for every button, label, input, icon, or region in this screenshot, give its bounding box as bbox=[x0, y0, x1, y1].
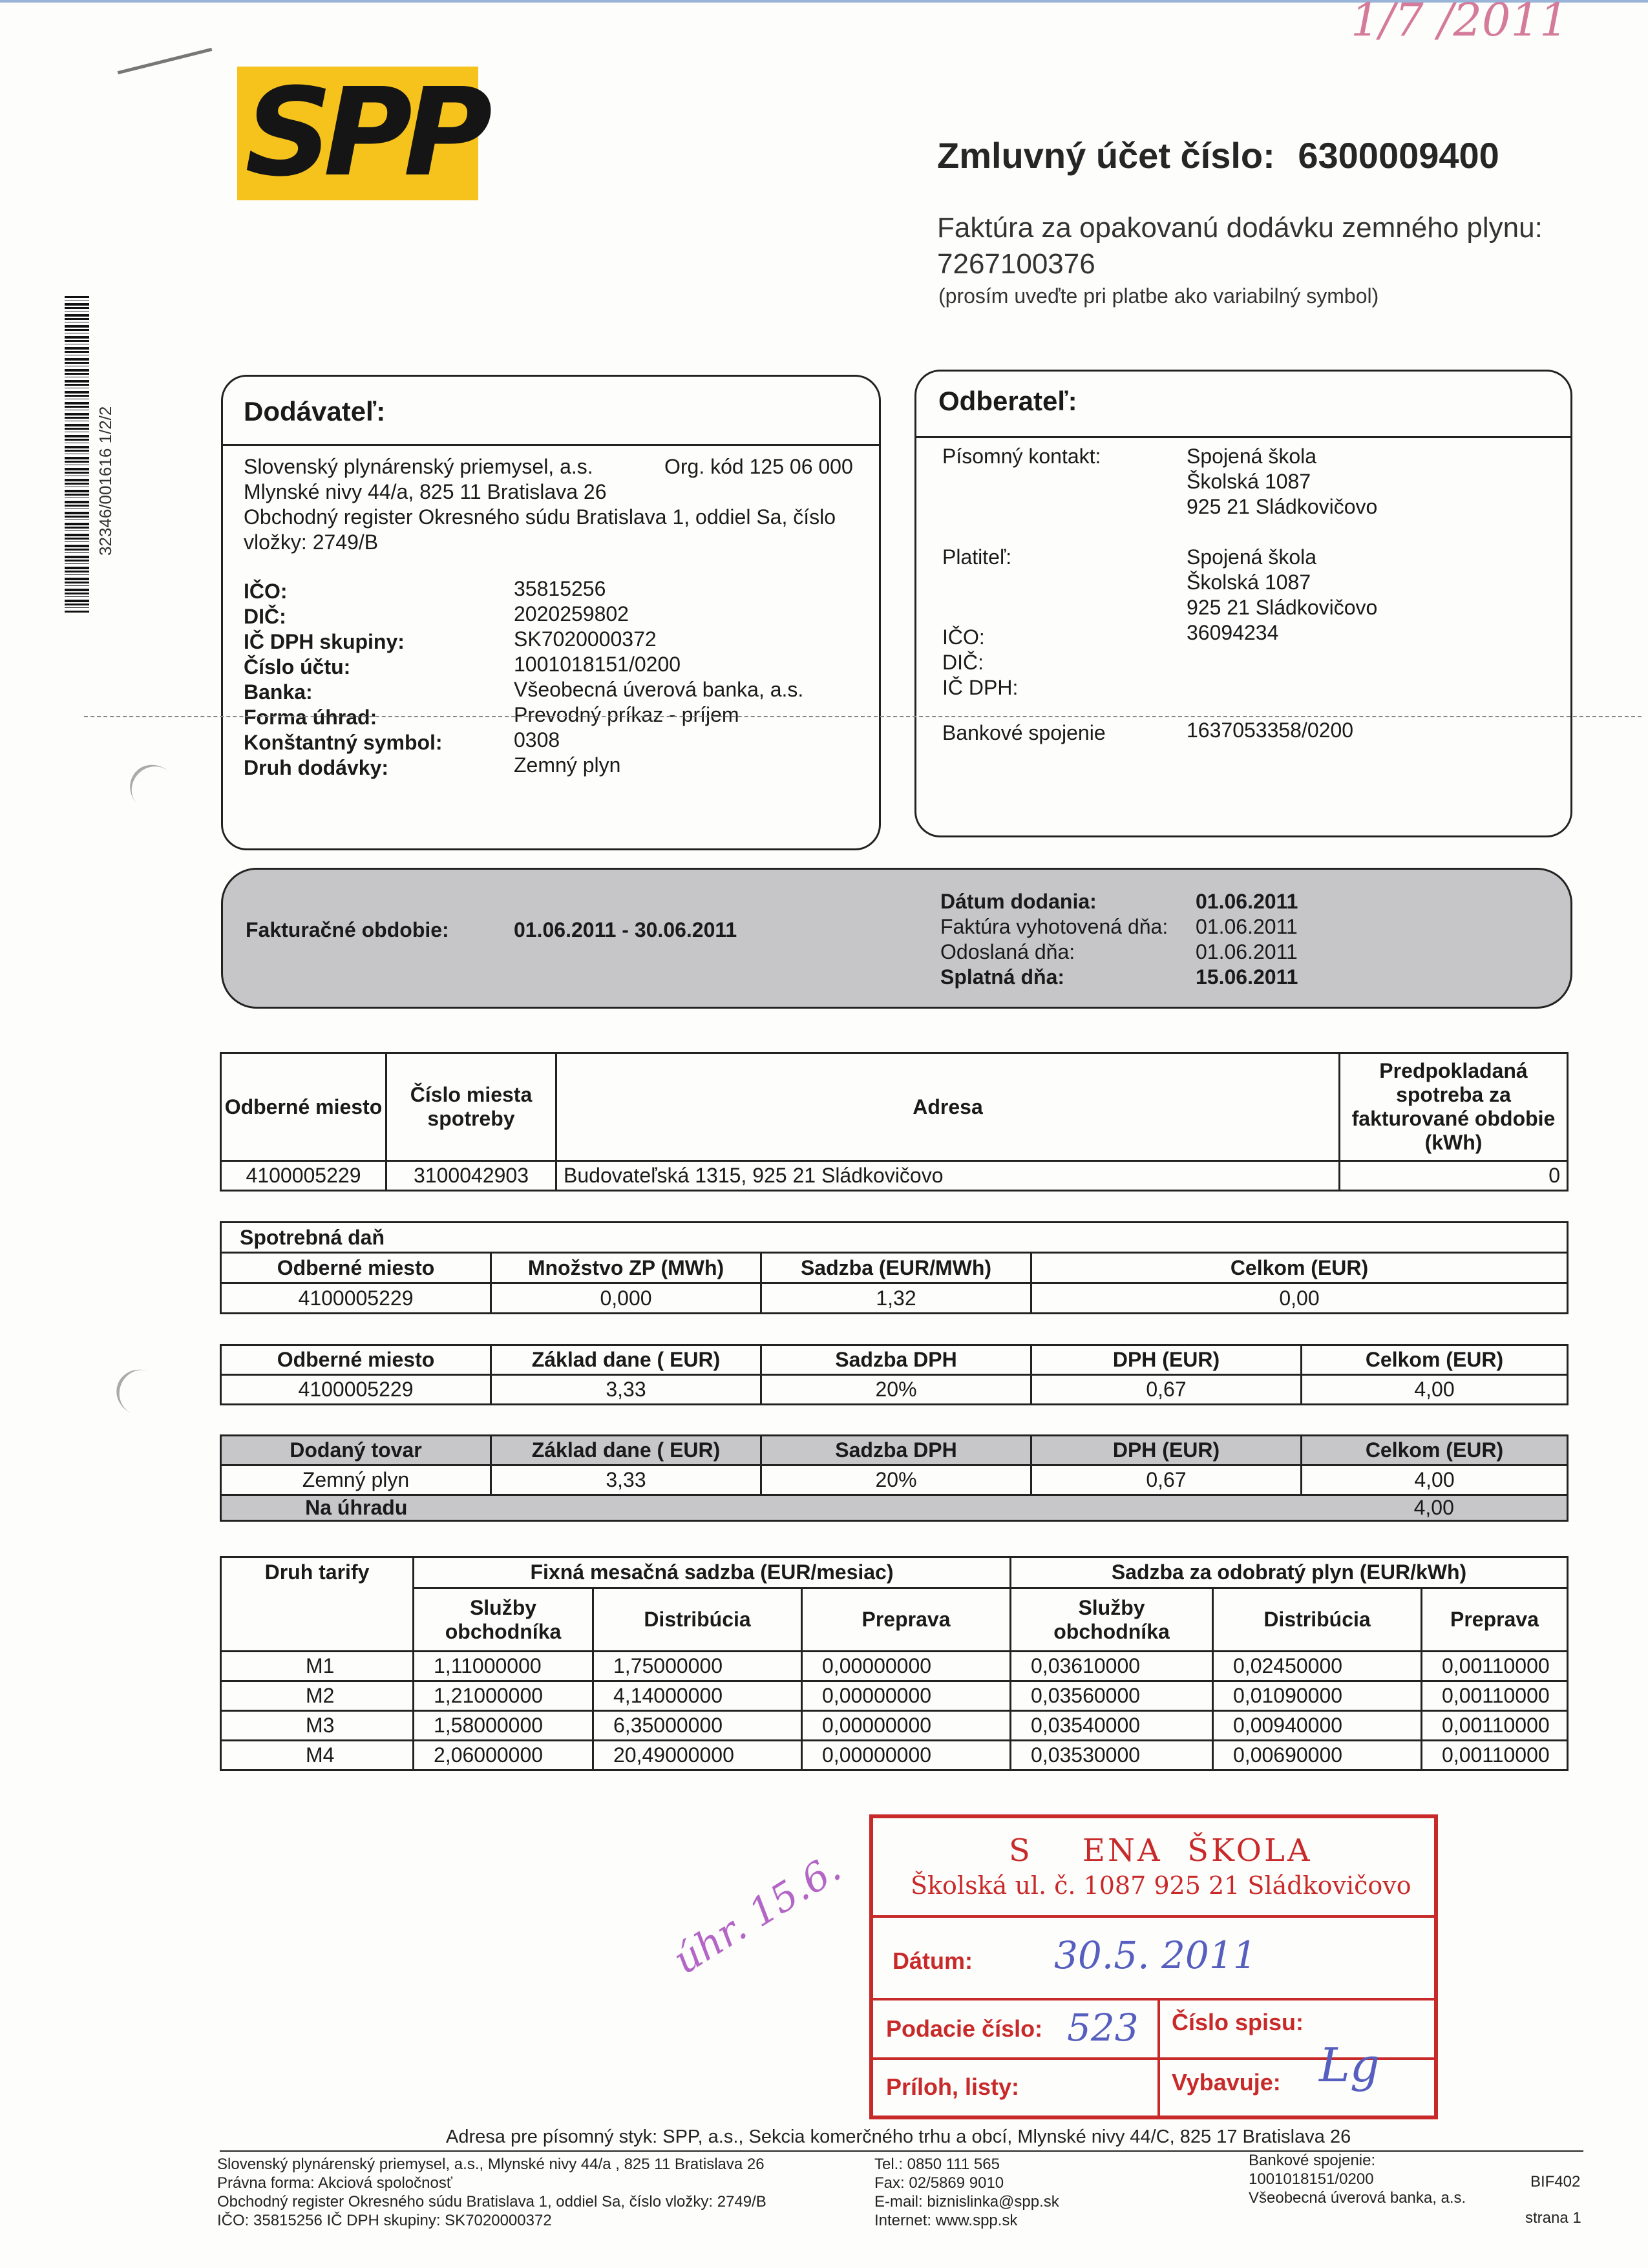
period-date-value: 01.06.2011 bbox=[1196, 940, 1298, 963]
tariff-cell: 0,03540000 bbox=[1011, 1711, 1213, 1741]
staple-mark bbox=[118, 48, 213, 74]
vat-cell-4: 4,00 bbox=[1302, 1375, 1568, 1405]
side-barcode bbox=[65, 296, 89, 613]
goods-cell-1: 3,33 bbox=[491, 1465, 761, 1495]
tariff-cell: M1 bbox=[221, 1652, 414, 1681]
footer-line: Právna forma: Akciová spoločnosť bbox=[217, 2174, 452, 2192]
vat-table bbox=[220, 1344, 1569, 1405]
excise-cell-3: 0,00 bbox=[1031, 1283, 1568, 1314]
supplier-field-label: Druh dodávky: bbox=[244, 756, 389, 779]
excise-header-0: Odberné miesto bbox=[221, 1253, 491, 1283]
customer-box bbox=[914, 370, 1572, 837]
vat-cell-2: 20% bbox=[761, 1375, 1031, 1405]
tariff-cell: 0,03560000 bbox=[1011, 1681, 1213, 1711]
tariff-cell: M4 bbox=[221, 1741, 414, 1770]
contact-line-3: 925 21 Sládkovičovo bbox=[1187, 495, 1378, 518]
footer-line: Obchodný register Okresného súdu Bratislava 1, oddiel Sa, číslo vložky: 2749/B bbox=[217, 2193, 766, 2210]
excise-cell-0: 4100005229 bbox=[221, 1283, 491, 1314]
punch-hole-bottom bbox=[110, 1363, 171, 1422]
tariff-cell: 0,00000000 bbox=[802, 1652, 1011, 1681]
table-row bbox=[221, 1161, 1568, 1191]
tariff-col-header: Druh tarify bbox=[221, 1557, 414, 1652]
tariff-cell: 0,00940000 bbox=[1213, 1711, 1422, 1741]
payer-label: Platiteľ: bbox=[942, 545, 1012, 569]
customer-ico-label: IČO: bbox=[942, 625, 985, 649]
goods-total-row bbox=[221, 1495, 1568, 1521]
goods-header-1: Základ dane ( EUR) bbox=[491, 1436, 761, 1465]
goods-header-row bbox=[221, 1436, 1568, 1465]
payer-line-2: Školská 1087 bbox=[1187, 571, 1311, 594]
supplier-field-value: 2020259802 bbox=[514, 602, 629, 625]
excise-table bbox=[220, 1221, 1569, 1314]
header-adresa: Adresa bbox=[556, 1053, 1340, 1161]
stamp-divider-vertical bbox=[1157, 1998, 1160, 2116]
tariff-cell: 2,06000000 bbox=[414, 1741, 593, 1770]
tariff-sub-2: Preprava bbox=[802, 1588, 1011, 1652]
supplier-field-label: IČ DPH skupiny: bbox=[244, 630, 405, 653]
tariff-group-row bbox=[221, 1557, 1568, 1588]
tariff-cell: 0,00000000 bbox=[802, 1681, 1011, 1711]
billing-period-box bbox=[221, 868, 1572, 1009]
goods-total-label: Na úhradu bbox=[221, 1495, 491, 1521]
tariff-cell: 4,14000000 bbox=[593, 1681, 802, 1711]
stamp-handler-signature: Lg bbox=[1319, 2038, 1380, 2092]
goods-table bbox=[220, 1434, 1569, 1522]
tariff-sub-0: Služby obchodníka bbox=[414, 1588, 593, 1652]
payer-line-3: 925 21 Sládkovičovo bbox=[1187, 596, 1378, 619]
tariff-cell: 1,58000000 bbox=[414, 1711, 593, 1741]
supplier-field-value: Všeobecná úverová banka, a.s. bbox=[514, 678, 804, 701]
period-date-value: 01.06.2011 bbox=[1196, 915, 1298, 938]
vat-cell-1: 3,33 bbox=[491, 1375, 761, 1405]
excise-cell-1: 0,000 bbox=[491, 1283, 761, 1314]
tariff-cell: 0,00110000 bbox=[1422, 1652, 1568, 1681]
handwritten-payment-note: úhr. 15.6. bbox=[666, 1845, 849, 1984]
footer-line: Slovenský plynárenský priemysel, a.s., Mlynské nivy 44/a , 825 11 Bratislava 26 bbox=[217, 2156, 765, 2173]
tariff-group-fixed: Fixná mesačná sadzba (EUR/mesiac) bbox=[414, 1557, 1011, 1588]
goods-cell-2: 20% bbox=[761, 1465, 1031, 1495]
contract-title bbox=[937, 134, 1499, 176]
vat-cell-0: 4100005229 bbox=[221, 1375, 491, 1405]
vat-header-3: DPH (EUR) bbox=[1031, 1345, 1302, 1375]
supplier-box-header bbox=[223, 377, 879, 446]
stamp-address: Školská ul. č. 1087 925 21 Sládkovičovo bbox=[911, 1871, 1411, 1900]
supplier-org-code: Org. kód 125 06 000 bbox=[664, 455, 853, 478]
contract-label: Zmluvný účet číslo: bbox=[937, 135, 1275, 176]
excise-header-row bbox=[221, 1253, 1568, 1283]
stamp-date-value: 30.5. 2011 bbox=[1054, 1933, 1257, 1977]
footer-address-line: Adresa pre písomný styk: SPP, a.s., Sekcia komerčného trhu a obcí, Mlynské nivy 44/C, 825 17 Bratislava 26 bbox=[446, 2126, 1351, 2147]
period-date-label: Faktúra vyhotovená dňa: bbox=[940, 915, 1168, 938]
table-row bbox=[221, 1465, 1568, 1495]
punch-hole-top bbox=[120, 755, 187, 822]
footer-line: IČO: 35815256 IČ DPH skupiny: SK7020000372 bbox=[217, 2212, 552, 2229]
customer-dic-label: DIČ: bbox=[942, 651, 984, 674]
excise-title: Spotrebná daň bbox=[221, 1223, 1568, 1253]
cell-adresa: Budovateľská 1315, 925 21 Sládkovičovo bbox=[556, 1161, 1340, 1191]
tariff-sub-1: Distribúcia bbox=[593, 1588, 802, 1652]
vat-header-row bbox=[221, 1345, 1568, 1375]
supplier-field-value: 1001018151/0200 bbox=[514, 653, 681, 676]
tariff-cell: 0,00000000 bbox=[802, 1741, 1011, 1770]
goods-total-spacer bbox=[491, 1495, 1302, 1521]
tariff-cell: 1,75000000 bbox=[593, 1652, 802, 1681]
tariff-cell: 0,03610000 bbox=[1011, 1652, 1213, 1681]
consumption-header-row bbox=[221, 1053, 1568, 1161]
tariff-group-rate: Sadzba za odobratý plyn (EUR/kWh) bbox=[1011, 1557, 1568, 1588]
supplier-name: Slovenský plynárenský priemysel, a.s. bbox=[244, 455, 593, 478]
registry-stamp bbox=[869, 1814, 1438, 2119]
excise-title-row bbox=[221, 1223, 1568, 1253]
footer-line: Fax: 02/5869 9010 bbox=[874, 2174, 1004, 2192]
header-cislo-miesta: Číslo miesta spotreby bbox=[386, 1053, 556, 1161]
tariff-cell: M2 bbox=[221, 1681, 414, 1711]
contract-number: 6300009400 bbox=[1298, 135, 1499, 176]
spp-logo bbox=[237, 62, 483, 204]
contact-line-1: Spojená škola bbox=[1187, 445, 1317, 468]
vat-cell-3: 0,67 bbox=[1031, 1375, 1302, 1405]
period-date-value: 01.06.2011 bbox=[1196, 890, 1298, 913]
stamp-date-label: Dátum: bbox=[893, 1948, 973, 1974]
stamp-handler-label: Vybavuje: bbox=[1172, 2069, 1281, 2095]
tariff-sub-5: Preprava bbox=[1422, 1588, 1568, 1652]
supplier-field-label: DIČ: bbox=[244, 605, 286, 628]
excise-cell-2: 1,32 bbox=[761, 1283, 1031, 1314]
contact-line-2: Školská 1087 bbox=[1187, 470, 1311, 493]
stamp-divider-1 bbox=[873, 1915, 1434, 1918]
period-date-value: 15.06.2011 bbox=[1196, 965, 1298, 989]
supplier-heading: Dodávateľ: bbox=[244, 396, 386, 426]
supplier-address: Mlynské nivy 44/a, 825 11 Bratislava 26 bbox=[244, 480, 607, 503]
footer-line: Bankové spojenie: bbox=[1249, 2152, 1376, 2169]
goods-header-3: DPH (EUR) bbox=[1031, 1436, 1302, 1465]
goods-cell-3: 0,67 bbox=[1031, 1465, 1302, 1495]
footer-company-info bbox=[217, 2155, 766, 2230]
stamp-filing-value: 523 bbox=[1067, 2006, 1139, 2050]
contact-label: Písomný kontakt: bbox=[942, 445, 1101, 468]
supplier-field-label: Forma úhrad: bbox=[244, 706, 377, 729]
tariff-sub-4: Distribúcia bbox=[1213, 1588, 1422, 1652]
stamp-attach-label: Príloh, listy: bbox=[886, 2074, 1020, 2100]
stamp-title: S ENA ŠKOLA bbox=[1009, 1832, 1313, 1869]
supplier-field-value: Zemný plyn bbox=[514, 753, 621, 777]
tariff-body bbox=[221, 1652, 1568, 1770]
tariff-cell: 0,02450000 bbox=[1213, 1652, 1422, 1681]
cell-spotreba: 0 bbox=[1340, 1161, 1568, 1191]
period-label: Fakturačné obdobie: bbox=[246, 918, 449, 941]
payment-note: (prosím uveďte pri platbe ako variabilný symbol) bbox=[938, 284, 1379, 308]
tariff-cell: 0,00690000 bbox=[1213, 1741, 1422, 1770]
customer-icdph-label: IČ DPH: bbox=[942, 676, 1019, 699]
goods-header-4: Celkom (EUR) bbox=[1302, 1436, 1568, 1465]
vat-header-0: Odberné miesto bbox=[221, 1345, 491, 1375]
supplier-field-label: Číslo účtu: bbox=[244, 655, 351, 678]
period-date-label: Dátum dodania: bbox=[940, 890, 1097, 913]
table-row bbox=[221, 1741, 1568, 1770]
payer-line-1: Spojená škola bbox=[1187, 545, 1317, 569]
side-barcode-text: 32346/001616 1/2/2 bbox=[96, 406, 115, 556]
vat-header-2: Sadzba DPH bbox=[761, 1345, 1031, 1375]
period-date-label: Odoslaná dňa: bbox=[940, 940, 1075, 963]
supplier-register-2: vložky: 2749/B bbox=[244, 530, 379, 554]
customer-heading: Odberateľ: bbox=[938, 386, 1077, 416]
customer-box-header bbox=[916, 372, 1570, 438]
tariff-subheader-row bbox=[221, 1588, 1568, 1652]
supplier-field-value: 0308 bbox=[514, 728, 560, 751]
tariff-cell: 0,00110000 bbox=[1422, 1711, 1568, 1741]
tariff-cell: 1,21000000 bbox=[414, 1681, 593, 1711]
supplier-box bbox=[221, 375, 881, 850]
consumption-table bbox=[220, 1052, 1569, 1192]
supplier-field-label: IČO: bbox=[244, 580, 288, 603]
bank-label: Bankové spojenie bbox=[942, 721, 1106, 744]
invoice-title bbox=[937, 210, 1622, 282]
footer-bank-info bbox=[1249, 2151, 1466, 2207]
header-odberne-miesto: Odberné miesto bbox=[221, 1053, 386, 1161]
tariff-cell: M3 bbox=[221, 1711, 414, 1741]
tariff-sub-3: Služby obchodníka bbox=[1011, 1588, 1213, 1652]
goods-cell-4: 4,00 bbox=[1302, 1465, 1568, 1495]
cell-cislo-miesta: 3100042903 bbox=[386, 1161, 556, 1191]
table-row bbox=[221, 1283, 1568, 1314]
cell-odberne-miesto: 4100005229 bbox=[221, 1161, 386, 1191]
customer-ico-value: 36094234 bbox=[1187, 621, 1279, 644]
supplier-field-label: Konštantný symbol: bbox=[244, 731, 443, 754]
supplier-field-label: Banka: bbox=[244, 680, 313, 704]
supplier-register-1: Obchodný register Okresného súdu Bratislava 1, oddiel Sa, číslo bbox=[244, 505, 836, 529]
excise-header-1: Množstvo ZP (MWh) bbox=[491, 1253, 761, 1283]
goods-header-2: Sadzba DPH bbox=[761, 1436, 1031, 1465]
tariff-cell: 20,49000000 bbox=[593, 1741, 802, 1770]
goods-cell-0: Zemný plyn bbox=[221, 1465, 491, 1495]
stamp-divider-2 bbox=[873, 1998, 1434, 2000]
tariff-cell: 0,03530000 bbox=[1011, 1741, 1213, 1770]
excise-header-3: Celkom (EUR) bbox=[1031, 1253, 1568, 1283]
footer-page-number: strana 1 bbox=[1525, 2209, 1581, 2227]
stamp-filing-label: Podacie číslo: bbox=[886, 2015, 1043, 2042]
tariff-cell: 1,11000000 bbox=[414, 1652, 593, 1681]
footer-line: Všeobecná úverová banka, a.s. bbox=[1249, 2189, 1466, 2207]
tariff-cell: 0,00110000 bbox=[1422, 1681, 1568, 1711]
vat-header-4: Celkom (EUR) bbox=[1302, 1345, 1568, 1375]
footer-line: 1001018151/0200 bbox=[1249, 2170, 1374, 2188]
table-row bbox=[221, 1711, 1568, 1741]
goods-total-value: 4,00 bbox=[1302, 1495, 1568, 1521]
invoice-number: 7267100376 bbox=[937, 248, 1095, 280]
tariff-table bbox=[220, 1556, 1569, 1771]
footer-line: E-mail: biznislinka@spp.sk bbox=[874, 2193, 1059, 2210]
invoice-title-text: Faktúra za opakovanú dodávku zemného plynu: bbox=[937, 212, 1543, 244]
table-row bbox=[221, 1375, 1568, 1405]
footer-contact-info bbox=[874, 2155, 1059, 2230]
footer-form-code: BIF402 bbox=[1530, 2173, 1581, 2190]
period-date-label: Splatná dňa: bbox=[940, 965, 1065, 989]
tariff-cell: 0,01090000 bbox=[1213, 1681, 1422, 1711]
table-row bbox=[221, 1681, 1568, 1711]
excise-header-2: Sadzba (EUR/MWh) bbox=[761, 1253, 1031, 1283]
fold-line bbox=[84, 716, 1642, 717]
vat-header-1: Základ dane ( EUR) bbox=[491, 1345, 761, 1375]
bank-value: 1637053358/0200 bbox=[1187, 719, 1354, 742]
tariff-cell: 6,35000000 bbox=[593, 1711, 802, 1741]
tariff-cell: 0,00000000 bbox=[802, 1711, 1011, 1741]
spp-logo-text: SPP bbox=[245, 62, 483, 204]
supplier-field-value: Prevodný príkaz - príjem bbox=[514, 703, 739, 726]
handwritten-top-number: 1/7 /2011 bbox=[1351, 0, 1569, 47]
table-row bbox=[221, 1652, 1568, 1681]
footer-line: Internet: www.spp.sk bbox=[874, 2212, 1018, 2229]
footer-line: Tel.: 0850 111 565 bbox=[874, 2156, 1000, 2173]
period-value: 01.06.2011 - 30.06.2011 bbox=[514, 918, 737, 941]
stamp-file-label: Číslo spisu: bbox=[1172, 2009, 1304, 2035]
supplier-field-value: 35815256 bbox=[514, 577, 606, 600]
tariff-cell: 0,00110000 bbox=[1422, 1741, 1568, 1770]
header-spotreba: Predpokladaná spotreba za fakturované obdobie (kWh) bbox=[1340, 1053, 1568, 1161]
goods-header-0: Dodaný tovar bbox=[221, 1436, 491, 1465]
supplier-field-value: SK7020000372 bbox=[514, 627, 657, 651]
